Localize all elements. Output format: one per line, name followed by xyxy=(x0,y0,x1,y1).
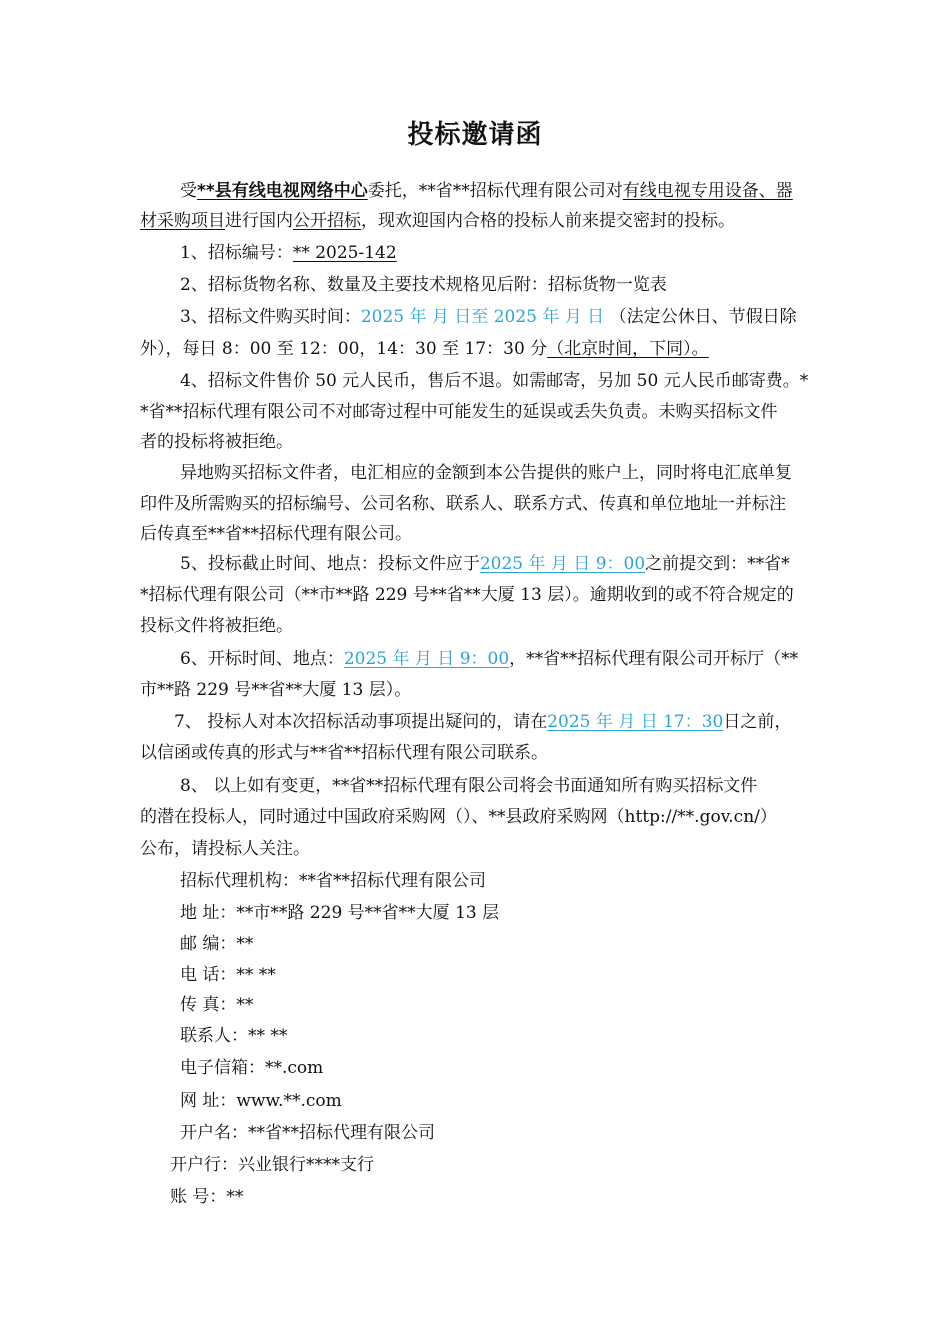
item-8-line-3: 公布，请投标人关注。 xyxy=(140,839,310,859)
item-8-line-2: 的潜在投标人，同时通过中国政府采购网（）、**县政府采购网（http://**.gov.cn/） xyxy=(140,807,777,827)
item-text: 外），每日 8：00 至 12：00，14：30 至 17：30 分 xyxy=(140,339,548,359)
opening-date: 2025 年 月 日 9：00 xyxy=(343,649,510,669)
client-name: **县有线电视网络中心 xyxy=(197,181,368,201)
agency-postcode: 邮 编：** xyxy=(180,934,254,954)
project-name: 材采购项目 xyxy=(140,211,225,231)
bank-name: 开户行：兴业银行****支行 xyxy=(170,1155,374,1175)
document-title: 投标邀请函 xyxy=(407,120,543,150)
remote-line-3: 后传真至**省**招标代理有限公司。 xyxy=(140,524,412,544)
item-4-line-1: 4、招标文件售价 50 元人民币，售后不退。如需邮寄，另加 50 元人民币邮寄费。* xyxy=(180,371,809,391)
agency-website: 网 址：www.**.com xyxy=(180,1091,342,1111)
item-5-line-2: *招标代理有限公司（**市**路 229 号**省**大厦 13 层）。逾期收到的或不符合规定的 xyxy=(140,585,794,605)
deadline-date: 2025 年 月 日 9：00 xyxy=(479,554,646,574)
item-7-line-2: 以信函或传真的形式与**省**招标代理有限公司联系。 xyxy=(140,743,548,763)
item-text: 日之前， xyxy=(723,712,792,732)
intro-text: 进行国内 xyxy=(225,211,293,231)
item-2: 2、招标货物名称、数量及主要技术规格见后附：招标货物一览表 xyxy=(180,275,667,295)
item-text: ，**省**招标代理有限公司开标厅（** xyxy=(509,649,799,669)
item-text: 5、投标截止时间、地点：投标文件应于 xyxy=(180,554,480,574)
item-3-line-1 xyxy=(180,306,797,328)
purchase-date: 2025 年 月 日至 2025 年 月 日 xyxy=(360,307,605,327)
agency-contact-person: 联系人：** ** xyxy=(180,1026,288,1046)
item-7-line-1 xyxy=(174,711,791,733)
item-text: 6、开标时间、地点： xyxy=(180,649,344,669)
item-4-line-2: *省**招标代理有限公司不对邮寄过程中可能发生的延误或丢失负责。未购买招标文件 xyxy=(140,402,778,422)
account-number: 账 号：** xyxy=(170,1187,244,1207)
item-text: 3、招标文件购买时间： xyxy=(180,307,361,327)
tender-method: 公开招标 xyxy=(293,211,361,231)
item-5-line-3: 投标文件将被拒绝。 xyxy=(140,616,293,636)
item-4-line-3: 者的投标将被拒绝。 xyxy=(140,432,293,452)
intro-line-1 xyxy=(180,180,793,202)
item-5-line-1 xyxy=(180,553,790,575)
item-6-line-1 xyxy=(180,648,798,670)
agency-phone: 电 话：** ** xyxy=(180,965,276,985)
intro-text: 受 xyxy=(180,181,197,201)
remote-line-1: 异地购买招标文件者，电汇相应的金额到本公告提供的账户上，同时将电汇底单复 xyxy=(180,463,792,483)
item-text: （法定公休日、节假日除 xyxy=(609,307,797,327)
agency-address: 地 址：**市**路 229 号**省**大厦 13 层 xyxy=(180,903,500,923)
agency-name: 招标代理机构：**省**招标代理有限公司 xyxy=(180,871,486,891)
intro-text: 委托，**省**招标代理有限公司对 xyxy=(367,181,623,201)
intro-text: ，现欢迎国内合格的投标人前来提交密封的投标。 xyxy=(361,211,735,231)
intro-line-2 xyxy=(140,210,735,232)
remote-line-2: 印件及所需购买的招标编号、公司名称、联系人、联系方式、传真和单位地址一并标注 xyxy=(140,494,786,514)
agency-email: 电子信箱：**.com xyxy=(180,1058,324,1078)
item-text: 7、 投标人对本次招标活动事项提出疑问的，请在 xyxy=(174,712,548,732)
project-name: 有线电视专用设备、器 xyxy=(622,181,793,201)
tender-no: ** 2025-142 xyxy=(292,243,397,263)
item-3-line-2 xyxy=(140,338,709,360)
agency-fax: 传 真：** xyxy=(180,995,254,1015)
question-deadline: 2025 年 月 日 17：30 xyxy=(547,712,724,732)
item-text: 之前提交到：**省* xyxy=(645,554,790,574)
tender-no-label: 1、招标编号： xyxy=(180,243,293,263)
item-1 xyxy=(180,242,397,264)
item-8-line-1: 8、 以上如有变更，**省**招标代理有限公司将会书面通知所有购买招标文件 xyxy=(180,776,758,796)
item-6-line-2: 市**路 229 号**省**大厦 13 层）。 xyxy=(140,680,412,700)
timezone-note: （北京时间，下同）。 xyxy=(547,339,709,359)
account-name: 开户名：**省**招标代理有限公司 xyxy=(180,1123,435,1143)
